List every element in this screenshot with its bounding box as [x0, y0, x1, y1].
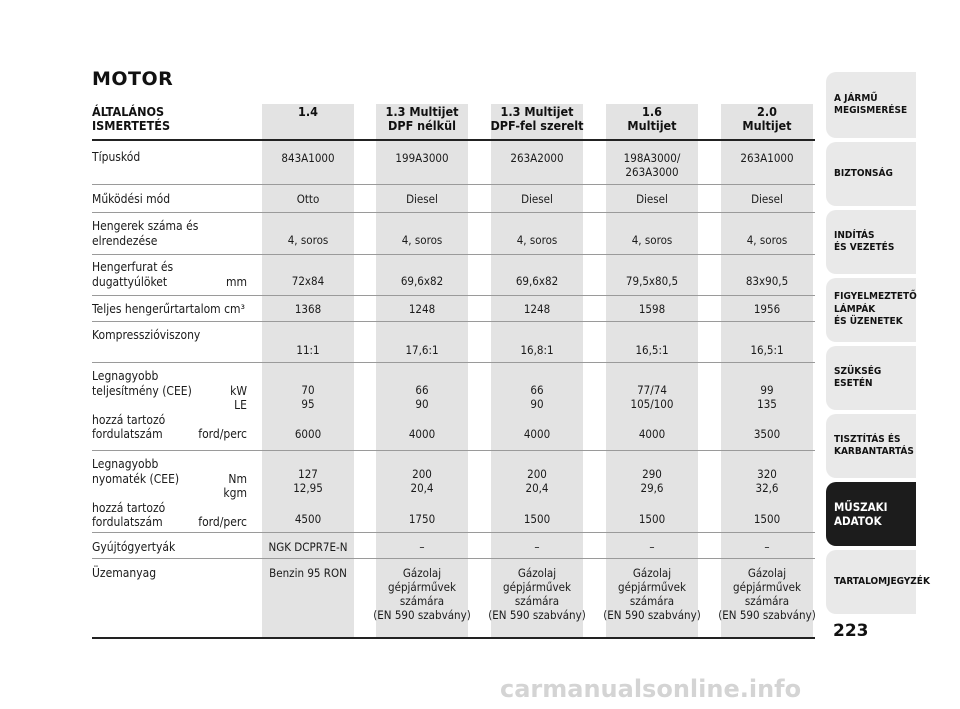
table-cell: 99 135 [757, 383, 777, 411]
label-line: fordulatszám [92, 427, 163, 441]
table-cell: 79,5x80,5 [625, 274, 679, 288]
label-line-with-unit [92, 275, 247, 290]
table-cell: 4, soros [631, 233, 673, 247]
nav-tab-label: ADATOK [834, 514, 882, 528]
nav-tab[interactable] [826, 142, 916, 206]
row-separator [92, 254, 815, 255]
row-separator [92, 362, 815, 363]
table-cell: 4000 [408, 427, 436, 441]
label-line: Hengerek száma és [92, 219, 199, 233]
label-line: dugattyúlöket [92, 274, 168, 289]
label-teljesitmeny [92, 369, 247, 442]
table-cell: Benzin 95 RON [269, 566, 347, 580]
table-cell: 77/74 105/100 [630, 383, 674, 411]
table-row-header [92, 105, 170, 133]
table-cell: Otto [296, 192, 320, 206]
table-cell: 66 90 [415, 383, 429, 411]
table-bottom-rule [92, 637, 815, 639]
label-line-with-unit [92, 398, 247, 413]
table-cell: 83x90,5 [745, 274, 789, 288]
label-kompresszio: Kompresszióviszony [92, 328, 201, 342]
label-line: teljesítmény (CEE) [92, 383, 192, 398]
table-cell: 320 32,6 [755, 467, 779, 495]
table-cell: 4, soros [516, 233, 558, 247]
row-separator [92, 212, 815, 213]
table-cell: Gázolaj gépjárművek számára (EN 590 szabvány) [718, 566, 816, 622]
table-cell: 1500 [638, 512, 666, 526]
table-cell: 66 90 [530, 383, 544, 411]
label-line: hozzá tartozó [92, 500, 166, 515]
label-line-with-unit [92, 427, 247, 442]
table-cell: 16,5:1 [635, 343, 669, 357]
page-title: MOTOR [92, 68, 174, 90]
table-cell: 70 95 [301, 383, 315, 411]
column-header-1: 1.4 [298, 104, 318, 119]
column-header-3: 1.3 Multijet DPF-fel szerelt [490, 104, 584, 133]
table-cell: 127 12,95 [293, 467, 323, 495]
unit-label: kgm [223, 486, 247, 500]
nav-tab[interactable] [826, 346, 916, 410]
label-line: hozzá tartozó [92, 412, 166, 427]
table-cell: 4000 [638, 427, 666, 441]
table-cell: Diesel [406, 192, 438, 206]
column-header-4: 1.6 Multijet [627, 104, 677, 133]
column-header-2: 1.3 Multijet DPF nélkül [385, 104, 459, 133]
row-header-line-1: ÁLTALÁNOS [92, 104, 165, 119]
table-cell: 4500 [294, 512, 322, 526]
table-cell: Diesel [751, 192, 783, 206]
nav-tab-label: SZÜKSÉG [834, 365, 882, 377]
unit-label: Nm [228, 471, 247, 486]
nav-tab[interactable] [826, 210, 916, 274]
table-cell: 1368 [294, 302, 322, 316]
label-line-with-unit [92, 486, 247, 501]
table-cell: 16,8:1 [520, 343, 554, 357]
table-cell: 1500 [523, 512, 551, 526]
unit-label: kW [230, 383, 247, 398]
unit-label: ford/perc [198, 427, 247, 441]
label-urtartalom: Teljes hengerűrtartalom cm³ [92, 302, 245, 316]
table-cell: 17,6:1 [405, 343, 439, 357]
label-nyomatek [92, 457, 247, 530]
table-cell: 6000 [294, 427, 322, 441]
nav-tab-label: FIGYELMEZTETŐ [834, 291, 917, 303]
nav-tab-label: KARBANTARTÁS [834, 446, 914, 457]
label-line-with-unit [92, 515, 247, 530]
table-cell: 4, soros [287, 233, 329, 247]
table-cell: Gázolaj gépjárművek számára (EN 590 szabvány) [373, 566, 471, 622]
nav-tab-label: A JÁRMŰ [834, 92, 878, 104]
watermark: carmanualsonline.info [500, 675, 802, 703]
table-cell: 4, soros [746, 233, 788, 247]
label-line-with-unit [92, 472, 247, 487]
nav-tab[interactable] [826, 414, 916, 478]
table-cell: 1598 [638, 302, 666, 316]
nav-tab-label: BIZTONSÁG [834, 167, 893, 179]
nav-tab[interactable] [826, 482, 916, 546]
nav-tab[interactable] [826, 72, 916, 138]
table-cell: Diesel [636, 192, 668, 206]
label-line: elrendezése [92, 233, 158, 248]
table-cell: 16,5:1 [750, 343, 784, 357]
label-line: Legnagyobb [92, 369, 159, 383]
table-cell: 1500 [753, 512, 781, 526]
table-cell: 1248 [408, 302, 436, 316]
table-cell: 4000 [523, 427, 551, 441]
label-mukodesi-mod: Működési mód [92, 192, 171, 206]
table-cell: 11:1 [296, 343, 320, 357]
table-cell: 200 20,4 [525, 467, 549, 495]
page-number: 223 [833, 621, 869, 641]
row-separator [92, 558, 815, 559]
label-line: nyomaték (CEE) [92, 471, 180, 486]
table-cell: 72x84 [291, 274, 325, 288]
label-tipuskod: Típuskód [92, 150, 141, 164]
table-cell: 1956 [753, 302, 781, 316]
nav-tab-label: LÁMPÁK [834, 303, 876, 315]
table-cell: Gázolaj gépjárművek számára (EN 590 szabvány) [488, 566, 586, 622]
row-separator [92, 184, 815, 185]
table-cell: 4, soros [401, 233, 443, 247]
label-line: Legnagyobb [92, 457, 159, 471]
nav-tab[interactable] [826, 278, 916, 342]
nav-tab-label: MŰSZAKI [834, 500, 888, 514]
label-line-with-unit [92, 384, 247, 399]
nav-tab[interactable] [826, 550, 930, 614]
label-gyujtogyertyak: Gyújtógyertyák [92, 540, 176, 554]
label-hengerfurat [92, 260, 247, 289]
table-cell: 1248 [523, 302, 551, 316]
column-header-5: 2.0 Multijet [742, 104, 792, 133]
row-separator [92, 450, 815, 451]
table-cell: 200 20,4 [410, 467, 434, 495]
label-uzemanyag: Üzemanyag [92, 566, 157, 580]
table-cell: Gázolaj gépjárművek számára (EN 590 szabvány) [603, 566, 701, 622]
table-cell: 3500 [753, 427, 781, 441]
table-cell: – [649, 540, 655, 554]
table-cell: 843A1000 [281, 151, 335, 165]
table-top-rule [92, 139, 815, 141]
label-line: fordulatszám [92, 515, 163, 529]
nav-tab-label: INDÍTÁS [834, 229, 875, 241]
table-cell: – [419, 540, 425, 554]
label-line: Hengerfurat és [92, 260, 174, 274]
table-cell: 263A1000 [740, 151, 794, 165]
nav-tab-label: MEGISMERÉSE [834, 105, 908, 116]
table-cell: NGK DCPR7E-N [268, 540, 348, 554]
unit-label: mm [225, 274, 247, 289]
nav-tab-label: ÉS ÜZENETEK [834, 316, 903, 328]
unit-label: ford/perc [198, 515, 247, 529]
nav-tab-label: ESETÉN [834, 378, 873, 389]
table-cell: 199A3000 [395, 151, 449, 165]
table-cell: – [764, 540, 770, 554]
unit-label: LE [234, 398, 247, 412]
row-header-line-2: ISMERTETÉS [92, 118, 171, 133]
nav-tab-label: TISZTÍTÁS ÉS [834, 433, 901, 445]
table-cell: 290 29,6 [640, 467, 664, 495]
table-cell: 1750 [408, 512, 436, 526]
label-hengerek [92, 219, 247, 248]
nav-tab-label: TARTALOMJEGYZÉK [834, 575, 930, 587]
table-cell: 69,6x82 [515, 274, 559, 288]
table-cell: Diesel [521, 192, 553, 206]
row-separator [92, 532, 815, 533]
nav-tab-label: ÉS VEZETÉS [834, 242, 895, 253]
row-separator [92, 295, 815, 296]
row-separator [92, 321, 815, 322]
table-cell: – [534, 540, 540, 554]
table-cell: 69,6x82 [400, 274, 444, 288]
table-cell: 263A2000 [510, 151, 564, 165]
table-cell: 198A3000/ 263A3000 [623, 151, 681, 179]
